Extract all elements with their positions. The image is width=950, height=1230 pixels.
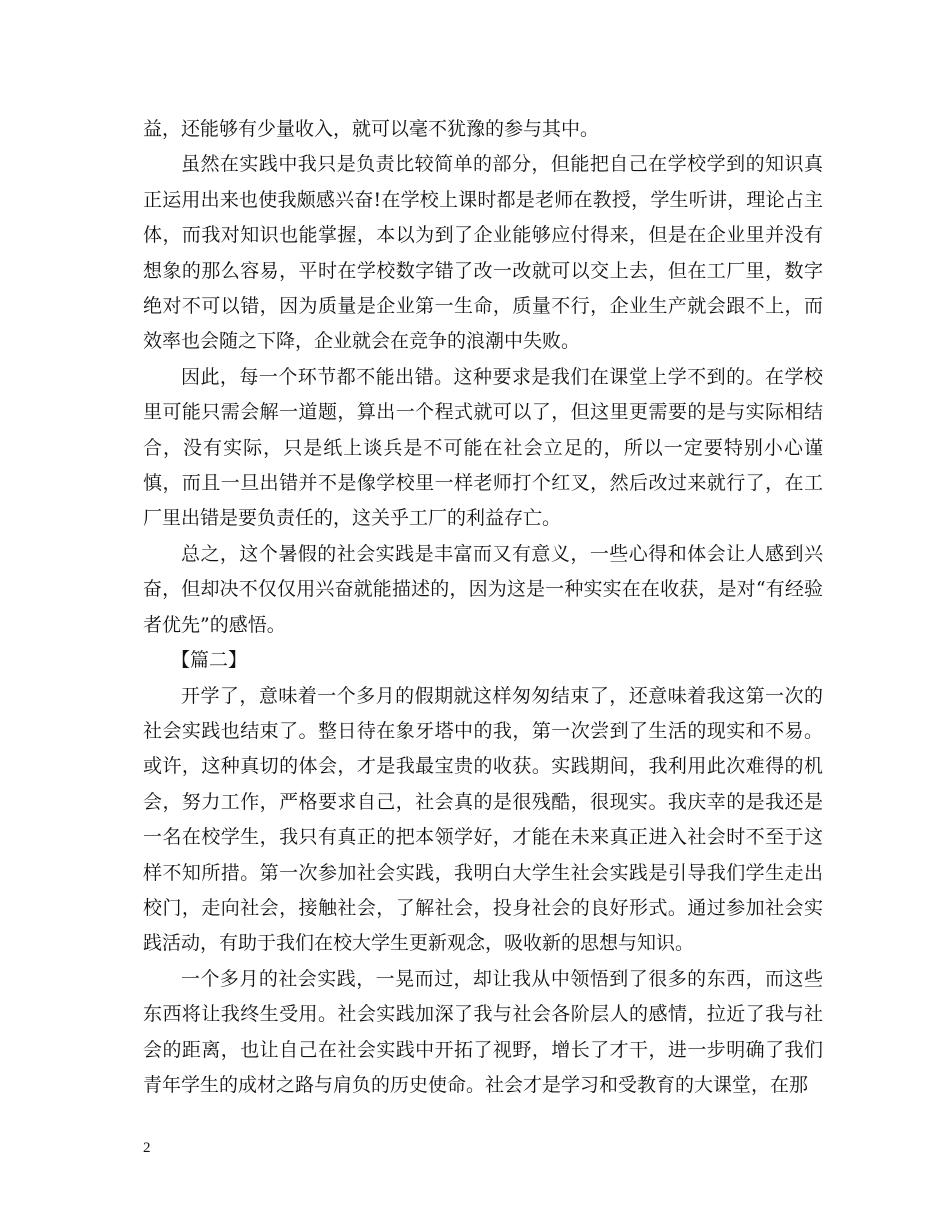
paragraph-5: 开学了，意味着一个多月的假期就这样匆匆结束了，还意味着我这第一次的社会实践也结束了。整日待在象牙塔中的我，第一次尝到了生活的现实和不易。或许，这种真切的体会，才是我最宝贵的收获。实践期间，我利用此次难得的机会，努力工作，严格要求自己，社会真的是很残酷，很现实。我庆幸的是我还是一名在校学生，我只有真正的把本领学好，才能在未来真正进入社会时不至于这样不知所措。第一次参加社会实践，我明白大学生社会实践是引导我们学生走出校门，走向社会，接触社会，了解社会，投身社会的良好形式。通过参加社会实践活动，有助于我们在校大学生更新观念，吸收新的思想与知识。	[143, 684, 823, 955]
paragraph-2: 虽然在实践中我只是负责比较简单的部分，但能把自己在学校学到的知识真正运用出来也使我颇感兴奋!在学校上课时都是老师在教授，学生听讲，理论占主体，而我对知识也能掌握，本以为到了企业能够应付得来，但是在企业里并没有想象的那么容易，平时在学校数字错了改一改就可以交上去，但在工厂里，数字绝对不可以错，因为质量是企业第一生命，质量不行，企业生产就会跟不上，而效率也会随之下降，企业就会在竞争的浪潮中失败。	[143, 153, 823, 353]
paragraph-1: 益，还能够有少量收入，就可以毫不犹豫的参与其中。	[143, 118, 600, 140]
document-body	[143, 112, 823, 1103]
paragraph-6: 一个多月的社会实践，一晃而过，却让我从中领悟到了很多的东西，而这些东西将让我终生受用。社会实践加深了我与社会各阶层人的感情，拉近了我与社会的距离，也让自己在社会实践中开拓了视野，增长了才干，进一步明确了我们青年学生的成材之路与肩负的历史使命。社会才是学习和受教育的大课堂，在那	[143, 967, 823, 1096]
paragraph-4: 总之，这个暑假的社会实践是丰富而又有意义，一些心得和体会让人感到兴奋，但却决不仅仅用兴奋就能描述的，因为这是一种实实在在收获，是对“有经验者优先”的感悟。	[143, 542, 823, 636]
paragraph-3: 因此，每一个环节都不能出错。这种要求是我们在课堂上学不到的。在学校里可能只需会解一道题，算出一个程式就可以了，但这里更需要的是与实际相结合，没有实际，只是纸上谈兵是不可能在社会立足的，所以一定要特别小心谨慎，而且一旦出错并不是像学校里一样老师打个红叉，然后改过来就行了，在工厂里出错是要负责任的，这关乎工厂的利益存亡。	[143, 365, 823, 530]
page-number: 2	[143, 1140, 151, 1156]
section-heading: 【篇二】	[171, 649, 248, 672]
